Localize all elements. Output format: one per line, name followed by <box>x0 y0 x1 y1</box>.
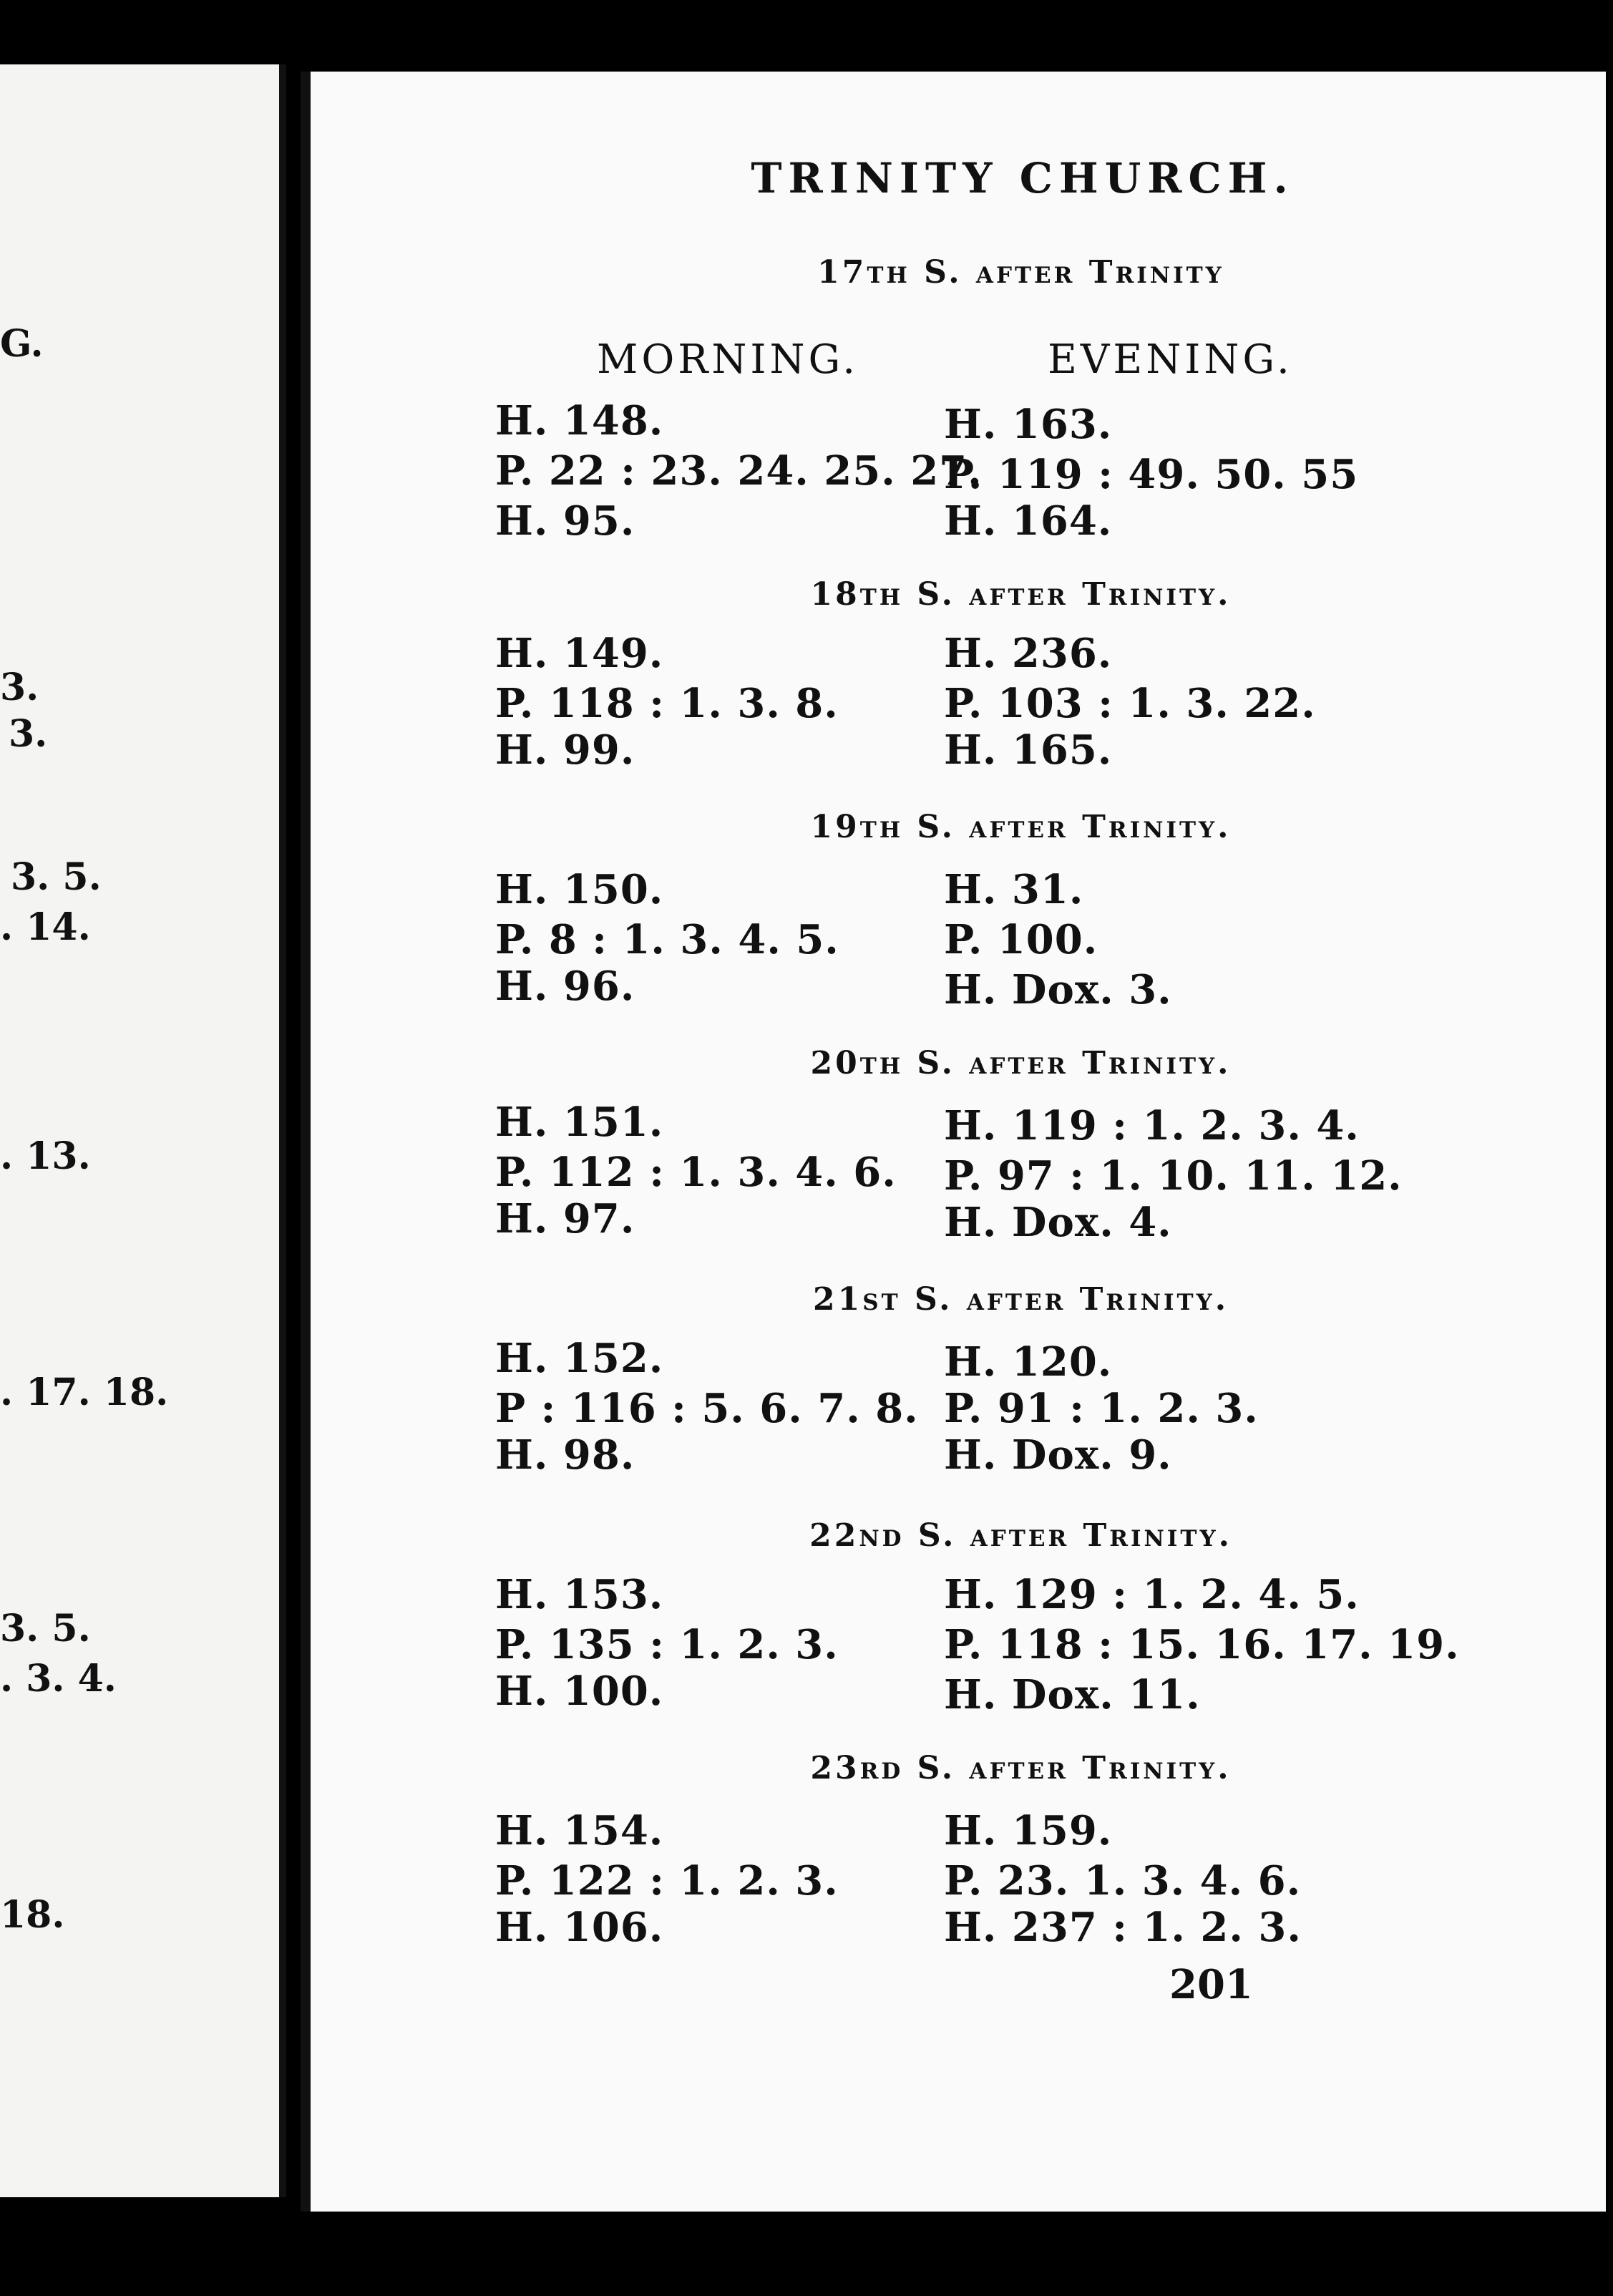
left-page-fragment: G. <box>0 322 44 366</box>
morning-psalm: P. 22 : 23. 24. 25. 27. <box>495 447 983 495</box>
morning-hymn: H. 97. <box>495 1195 635 1242</box>
evening-psalm: P. 118 : 15. 16. 17. 19. <box>944 1621 1460 1668</box>
left-page-fragment: 3. <box>0 666 39 709</box>
morning-hymn: H. 99. <box>495 726 635 774</box>
page-title: TRINITY CHURCH. <box>751 154 1295 203</box>
left-page-edge <box>0 64 286 2197</box>
evening-hymn: H. 165. <box>944 726 1113 774</box>
morning-hymn: H. 95. <box>495 497 635 545</box>
evening-hymn: H. Dox. 9. <box>944 1431 1172 1479</box>
morning-psalm: P. 122 : 1. 2. 3. <box>495 1857 839 1905</box>
sunday-heading: 23rd S. after Trinity. <box>810 1750 1232 1786</box>
morning-psalm: P. 112 : 1. 3. 4. 6. <box>495 1149 897 1196</box>
left-page-fragment: 18. <box>0 1893 65 1937</box>
morning-hymn: H. 148. <box>495 397 664 444</box>
morning-psalm: P. 118 : 1. 3. 8. <box>495 680 839 727</box>
left-page-fragment: 3. 5. <box>0 1607 91 1650</box>
morning-hymn: H. 154. <box>495 1807 664 1854</box>
evening-hymn: H. 120. <box>944 1338 1113 1386</box>
evening-hymn: H. 164. <box>944 497 1113 545</box>
morning-psalm: P. 135 : 1. 2. 3. <box>495 1621 839 1668</box>
morning-hymn: H. 153. <box>495 1571 664 1618</box>
left-page-fragment: 3. 5. <box>11 855 102 899</box>
left-page-fragment: . 3. 4. <box>0 1657 117 1701</box>
left-page-fragment: . 17. 18. <box>0 1371 169 1414</box>
evening-hymn: H. 236. <box>944 630 1113 677</box>
left-page-fragment: 3. <box>9 712 48 756</box>
morning-hymn: H. 100. <box>495 1668 664 1715</box>
left-page-fragment: . 13. <box>0 1134 91 1178</box>
sunday-heading: 19th S. after Trinity. <box>810 809 1232 845</box>
evening-psalm: P. 100. <box>944 916 1098 963</box>
evening-hymn: H. Dox. 11. <box>944 1671 1201 1718</box>
left-page-fragment: . 14. <box>0 905 91 949</box>
evening-hymn: H. 159. <box>944 1807 1113 1854</box>
evening-hymn: H. 237 : 1. 2. 3. <box>944 1904 1302 1951</box>
evening-psalm: P. 91 : 1. 2. 3. <box>944 1385 1259 1432</box>
morning-hymn: H. 106. <box>495 1904 664 1951</box>
morning-hymn: H. 96. <box>495 963 635 1010</box>
morning-psalm: P. 8 : 1. 3. 4. 5. <box>495 916 839 963</box>
evening-column-header: EVENING. <box>1048 336 1293 383</box>
evening-hymn: H. Dox. 3. <box>944 966 1172 1013</box>
evening-psalm: P. 23. 1. 3. 4. 6. <box>944 1857 1302 1905</box>
evening-hymn: H. 163. <box>944 401 1113 448</box>
morning-hymn: H. 98. <box>495 1431 635 1479</box>
sunday-heading: 22nd S. after Trinity. <box>809 1517 1232 1554</box>
page <box>301 72 1606 2212</box>
sunday-heading: 20th S. after Trinity. <box>810 1045 1232 1081</box>
morning-column-header: MORNING. <box>597 336 859 383</box>
page-number: 201 <box>1169 1961 1253 2008</box>
evening-psalm: P. 103 : 1. 3. 22. <box>944 680 1316 727</box>
evening-hymn: H. 31. <box>944 866 1084 913</box>
evening-hymn: H. 129 : 1. 2. 4. 5. <box>944 1571 1360 1618</box>
morning-psalm: P : 116 : 5. 6. 7. 8. <box>495 1385 919 1432</box>
sunday-heading: 21st S. after Trinity. <box>812 1281 1229 1318</box>
evening-psalm: P. 119 : 49. 50. 55 <box>944 451 1359 498</box>
morning-hymn: H. 151. <box>495 1099 664 1146</box>
evening-psalm: P. 97 : 1. 10. 11. 12. <box>944 1152 1403 1200</box>
morning-hymn: H. 149. <box>495 630 664 677</box>
sunday-heading: 18th S. after Trinity. <box>810 576 1232 613</box>
evening-hymn: H. 119 : 1. 2. 3. 4. <box>944 1102 1360 1149</box>
sunday-heading: 17th S. after Trinity <box>817 254 1224 291</box>
evening-hymn: H. Dox. 4. <box>944 1199 1172 1246</box>
morning-hymn: H. 152. <box>495 1335 664 1382</box>
morning-hymn: H. 150. <box>495 866 664 913</box>
